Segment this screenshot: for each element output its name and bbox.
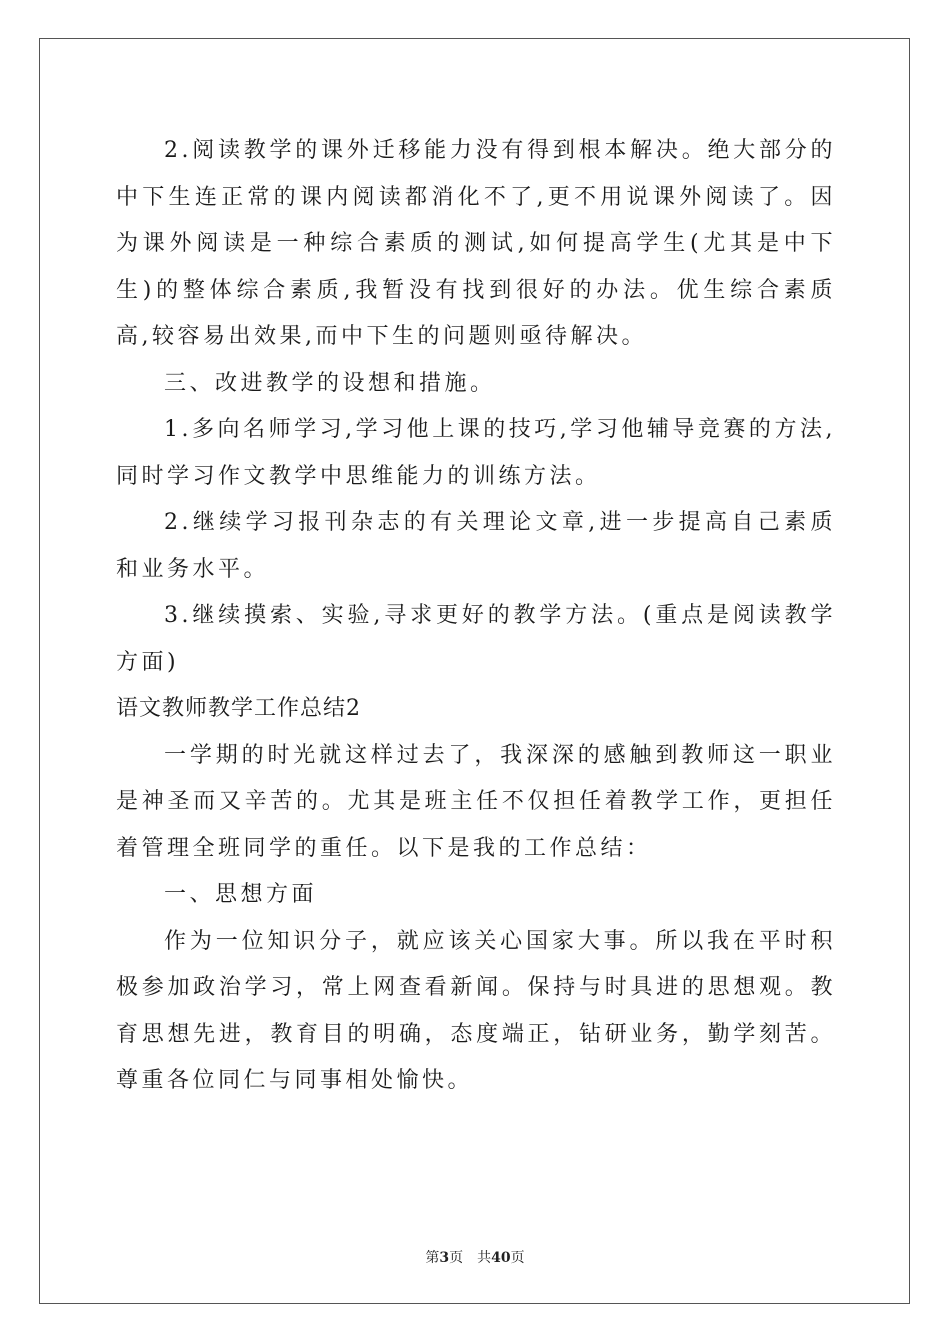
current-page-number: 3 (439, 1250, 450, 1266)
paragraph-reading-transfer: 2.阅读教学的课外迁移能力没有得到根本解决。绝大部分的中下生连正常的课内阅读都消化不了,更不用说课外阅读了。因为课外阅读是一种综合素质的测试,如何提高学生(尤其是中下生)的整体综合素质,我暂没有找到很好的办法。优生综合素质高,较容易出效果,而中下生的问题则亟待解决。 (116, 138, 836, 349)
page-suffix: 页 (449, 1250, 464, 1266)
paragraph-thought-details: 作为一位知识分子，就应该关心国家大事。所以我在平时积极参加政治学习，常上网查看新闻。保持与时具进的思想观。教育思想先进，教育目的明确，态度端正，钻研业务，勤学刻苦。尊重各位同仁与同事相处愉快。 (116, 928, 836, 1093)
total-suffix: 页 (510, 1250, 525, 1266)
total-prefix: 共 (477, 1250, 492, 1266)
section-heading-thought: 一、思想方面 (164, 882, 318, 907)
page-prefix: 第 (425, 1250, 440, 1266)
paragraph-learn-from-masters: 1.多向名师学习,学习他上课的技巧,学习他辅导竞赛的方法,同时学习作文教学中思维能力的训练方法。 (116, 417, 836, 489)
paragraph-continue-study: 2.继续学习报刊杂志的有关理论文章,进一步提高自己素质和业务水平。 (116, 510, 836, 582)
document-body (116, 128, 836, 1105)
paragraph-semester-intro: 一学期的时光就这样过去了，我深深的感触到教师这一职业是神圣而又辛苦的。尤其是班主任不仅担任着教学工作，更担任着管理全班同学的重任。以下是我的工作总结： (116, 742, 836, 861)
page-footer (0, 1247, 950, 1267)
section-heading-improvement: 三、改进教学的设想和措施。 (164, 370, 496, 396)
paragraph-explore-methods: 3.继续摸索、实验,寻求更好的教学方法。(重点是阅读教学方面) (116, 603, 836, 675)
total-page-number: 40 (491, 1250, 511, 1266)
document-title-summary-2: 语文教师教学工作总结2 (116, 696, 361, 721)
